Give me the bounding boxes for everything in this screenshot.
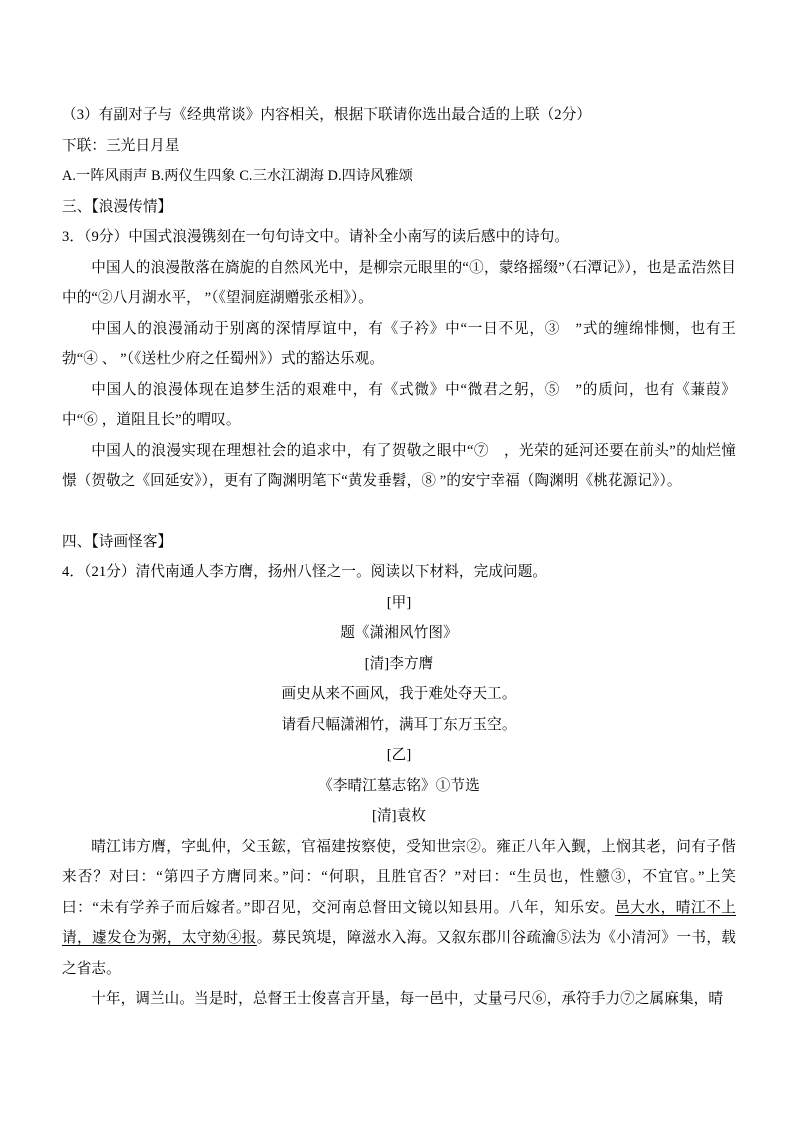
- material-yi-text-after-underline: 。募民筑堤，障滋水入海。又叙东郡川谷疏瀹⑤法为《小清河》一书，载之省志。: [62, 930, 736, 977]
- section-four-heading: 四、【诗画怪客】: [62, 533, 173, 550]
- material-jia-label: [甲]: [386, 594, 412, 611]
- material-yi-label: [乙]: [386, 747, 412, 763]
- couplet-lower-line: 下联：三光日月星: [62, 137, 180, 154]
- material-jia-author: [清]李方膺: [364, 655, 434, 672]
- material-jia-line-2: 请看尺幅潇湘竹，满耳丁东万玉空。: [281, 716, 517, 733]
- material-yi-paragraph-2: 十年，调兰山。当是时，总督王士俊喜言开垦，每一邑中，丈量弓尺⑥，承符手力⑦之属麻集，晴: [91, 991, 724, 1007]
- material-yi-underlined-sentence: 邑大水，晴江不上请，遽发仓为粥，太守劾④报: [62, 899, 736, 946]
- question-4-stem: 4．（21分）清代南通人李方膺，扬州八怪之一。阅读以下材料，完成问题。: [62, 564, 548, 580]
- question-2-3-prompt: （3）有副对子与《经典常谈》内容相关，根据下联请你选出最合适的上联（2分）: [62, 107, 592, 123]
- material-yi-paragraph-1: [62, 832, 736, 985]
- section-spacer: [62, 497, 736, 527]
- material-yi-author: [清]袁枚: [371, 808, 426, 824]
- question-3-stem: 3．（9分）中国式浪漫镌刻在一句句诗文中。请补全小南写的读后感中的诗句。: [62, 229, 570, 245]
- section-three-paragraph-4: 中国人的浪漫实现在理想社会的追求中，有了贺敬之眼中“⑦ ，光荣的延河还要在前头”的灿烂憧憬（贺敬之《回延安》），更有了陶渊明笔下“黄发垂髫，⑧ ”的安宁幸福（陶渊明《桃花源记》）。: [62, 442, 736, 489]
- material-yi-text-before-underline: 晴江讳方膺，字虬仲，父玉鋐，官福建按察使，受知世宗②。雍正八年入觐，上悯其老，问有子偕来否？对曰：“第四子方膺同来。”问：“何职，且胜官否？”对曰：“生员也，性戆③，不宜官。”上笑曰：“未有学养子而后嫁者。”即召见，交河南总督田文镜以知县用。八年，知乐安。: [62, 838, 736, 916]
- material-jia-line-1: 画史从来不画风，我于难处夺天工。: [281, 686, 517, 702]
- section-three-paragraph-3: 中国人的浪漫体现在追梦生活的艰难中，有《式微》中“微君之躬，⑤ ”的质问，也有《蒹葭》中“⑥ ，道阻且长”的喟叹。: [62, 381, 736, 428]
- section-three-heading: 三、【浪漫传情】: [62, 198, 173, 215]
- material-jia-title: 题《潇湘风竹图》: [340, 625, 458, 641]
- section-three-paragraph-2: 中国人的浪漫涌动于别离的深情厚谊中，有《子衿》中“一日不见，③ ”式的缠绵悱恻，也有王勃“④ 、 ”（《送杜少府之任蜀州》）式的豁达乐观。: [62, 320, 736, 367]
- material-yi-title: 《李晴江墓志铭》①节选: [318, 777, 480, 794]
- question-2-3-choices: A.一阵风雨声 B.两仪生四象 C.三水江湖海 D.四诗风雅颂: [62, 168, 414, 184]
- section-three-paragraph-1: 中国人的浪漫散落在旖旎的自然风光中，是柳宗元眼里的“①，蒙络摇缀”（石潭记》），也是孟浩然目中的“②八月湖水平， ”（《望洞庭湖赠张丞相》）。: [62, 259, 736, 306]
